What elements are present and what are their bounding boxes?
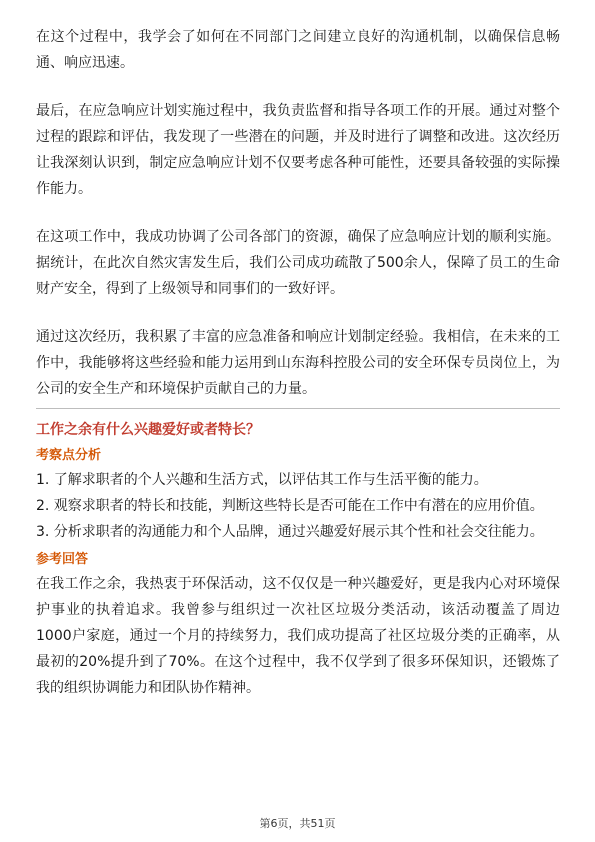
body-paragraph-2: 最后，在应急响应计划实施过程中，我负责监督和指导各项工作的开展。通过对整个过程的跟踪和评估，我发现了一些潜在的问题，并及时进行了调整和改进。这次经历让我深刻认识到，制定应急响应计划不仅要考虑各种可能性，还要具备较强的实际操作能力。: [36, 103, 560, 197]
page-number: 第6页，共51页: [259, 817, 336, 830]
question-title: 工作之余有什么兴趣爱好或者特长？: [36, 422, 260, 438]
analysis-item-3: 3. 分析求职者的沟通能力和个人品牌，通过兴趣爱好展示其个性和社会交往能力。: [36, 524, 544, 540]
analysis-item-2: 2. 观察求职者的特长和技能，判断这些特长是否可能在工作中有潜在的应用价值。: [36, 498, 544, 514]
section-divider: [36, 408, 560, 409]
analysis-heading: 考察点分析: [36, 448, 102, 463]
document-page: [36, 24, 560, 701]
body-paragraph-3: 在这项工作中，我成功协调了公司各部门的资源，确保了应急响应计划的顺利实施。据统计，在此次自然灾害发生后，我们公司成功疏散了500余人，保障了员工的生命财产安全，得到了上级领导和同事们的一致好评。: [36, 229, 560, 297]
analysis-item-1: 1. 了解求职者的个人兴趣和生活方式，以评估其工作与生活平衡的能力。: [36, 472, 488, 488]
body-paragraph-4: 通过这次经历，我积累了丰富的应急准备和响应计划制定经验。我相信，在未来的工作中，我能够将这些经验和能力运用到山东海科控股公司的安全环保专员岗位上，为公司的安全生产和环境保护贡献自己的力量。: [36, 329, 560, 397]
answer-heading: 参考回答: [36, 552, 89, 567]
body-paragraph-1: 在这个过程中，我学会了如何在不同部门之间建立良好的沟通机制，以确保信息畅通、响应迅速。: [36, 29, 560, 71]
answer-paragraph: 在我工作之余，我热衷于环保活动，这不仅仅是一种兴趣爱好，更是我内心对环境保护事业的执着追求。我曾参与组织过一次社区垃圾分类活动，该活动覆盖了周边1000户家庭，通过一个月的持续努力，我们成功提高了社区垃圾分类的正确率，从最初的20%提升到了70%。在这个过程中，我不仅学到了很多环保知识，还锻炼了我的组织协调能力和团队协作精神。: [36, 576, 560, 696]
